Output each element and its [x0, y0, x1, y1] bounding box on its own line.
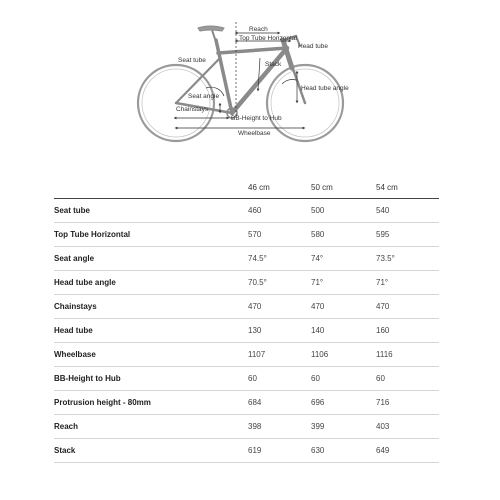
geometry-table — [54, 176, 439, 463]
label-seat-tube: Seat tube — [178, 57, 206, 64]
cell-value: 60 — [248, 367, 311, 391]
cell-value: 398 — [248, 415, 311, 439]
cell-value: 140 — [311, 319, 376, 343]
table-row — [54, 295, 439, 319]
cell-value: 73.5° — [376, 247, 439, 271]
label-seat-angle: Seat angle — [188, 93, 220, 100]
size-50-header: 50 cm — [311, 176, 376, 199]
label-stack: Stack — [265, 61, 282, 68]
cell-value: 60 — [311, 367, 376, 391]
cell-value: 630 — [311, 439, 376, 463]
label-bb-height-to-hub: BB-Height to Hub — [231, 115, 282, 122]
row-label: Head tube angle — [54, 271, 248, 295]
table-row — [54, 223, 439, 247]
size-54-header: 54 cm — [376, 176, 439, 199]
label-wheelbase: Wheelbase — [238, 130, 271, 137]
table-row — [54, 271, 439, 295]
size-46-header: 46 cm — [248, 176, 311, 199]
table-row — [54, 199, 439, 223]
table-row — [54, 367, 439, 391]
table-header-row — [54, 176, 439, 199]
cell-value: 74° — [311, 247, 376, 271]
cell-value: 580 — [311, 223, 376, 247]
cell-value: 1106 — [311, 343, 376, 367]
cell-value: 470 — [376, 295, 439, 319]
table-row — [54, 391, 439, 415]
row-label: Wheelbase — [54, 343, 248, 367]
table-row — [54, 415, 439, 439]
row-label: Seat tube — [54, 199, 248, 223]
label-head-tube-angle: Head tube angle — [301, 85, 349, 92]
cell-value: 716 — [376, 391, 439, 415]
label-head-tube: Head tube — [298, 43, 328, 50]
row-label: BB-Height to Hub — [54, 367, 248, 391]
cell-value: 570 — [248, 223, 311, 247]
cell-value: 470 — [248, 295, 311, 319]
cell-value: 595 — [376, 223, 439, 247]
cell-value: 500 — [311, 199, 376, 223]
cell-value: 460 — [248, 199, 311, 223]
cell-value: 540 — [376, 199, 439, 223]
cell-value: 649 — [376, 439, 439, 463]
cell-value: 403 — [376, 415, 439, 439]
label-reach: Reach — [249, 26, 268, 33]
cell-value: 160 — [376, 319, 439, 343]
cell-value: 696 — [311, 391, 376, 415]
table-row — [54, 343, 439, 367]
row-label: Seat angle — [54, 247, 248, 271]
row-label: Reach — [54, 415, 248, 439]
header-blank — [54, 176, 248, 199]
cell-value: 60 — [376, 367, 439, 391]
cell-value: 1107 — [248, 343, 311, 367]
cell-value: 399 — [311, 415, 376, 439]
cell-value: 130 — [248, 319, 311, 343]
cell-value: 70.5° — [248, 271, 311, 295]
row-label: Top Tube Horizontal — [54, 223, 248, 247]
table-row — [54, 439, 439, 463]
row-label: Stack — [54, 439, 248, 463]
label-chainstays: Chainstays — [176, 106, 209, 113]
cell-value: 1116 — [376, 343, 439, 367]
bike-geometry-diagram — [0, 0, 500, 160]
cell-value: 71° — [376, 271, 439, 295]
cell-value: 71° — [311, 271, 376, 295]
table-row — [54, 319, 439, 343]
row-label: Protrusion height - 80mm — [54, 391, 248, 415]
cell-value: 684 — [248, 391, 311, 415]
label-top-tube-horizontal: Top Tube Horizontal — [239, 35, 297, 42]
row-label: Head tube — [54, 319, 248, 343]
cell-value: 74.5° — [248, 247, 311, 271]
table-row — [54, 247, 439, 271]
cell-value: 470 — [311, 295, 376, 319]
row-label: Chainstays — [54, 295, 248, 319]
cell-value: 619 — [248, 439, 311, 463]
